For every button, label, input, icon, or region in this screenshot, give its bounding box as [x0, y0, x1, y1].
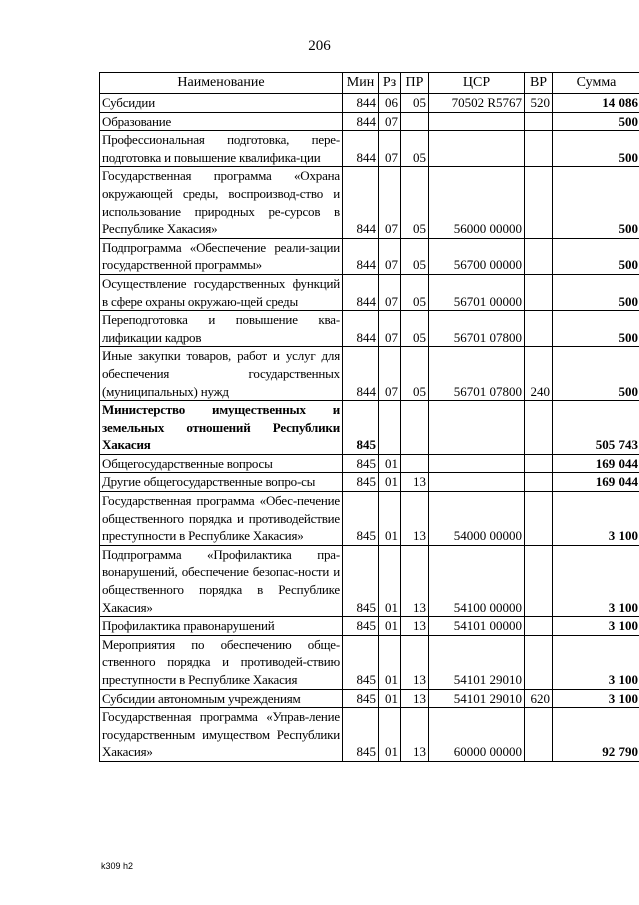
table-row [100, 167, 639, 238]
header-min: Мин [343, 73, 379, 94]
cell-rz: 01 [379, 473, 401, 492]
cell-csr: 54101 29010 [429, 635, 525, 689]
cell-vr [525, 545, 553, 616]
cell-vr [525, 274, 553, 310]
cell-sum: 500 [553, 112, 639, 131]
cell-min: 845 [343, 617, 379, 636]
cell-min: 844 [343, 94, 379, 113]
table-row [100, 617, 639, 636]
table-row [100, 112, 639, 131]
cell-sum: 3 100 [553, 492, 639, 546]
cell-min: 844 [343, 311, 379, 347]
cell-pr: 13 [401, 492, 429, 546]
cell-name: Государственная программа «Обес-печение общественного порядка и противодействие преступности в Республике Хакасия» [100, 492, 343, 546]
cell-pr: 13 [401, 708, 429, 762]
cell-rz: 01 [379, 492, 401, 546]
cell-pr [401, 112, 429, 131]
cell-rz: 01 [379, 708, 401, 762]
cell-name: Мероприятия по обеспечению обще-ственного порядка и противодей-ствию преступности в Республике Хакасия [100, 635, 343, 689]
cell-csr [429, 131, 525, 167]
cell-sum: 169 044 [553, 454, 639, 473]
cell-min: 844 [343, 131, 379, 167]
cell-min: 845 [343, 473, 379, 492]
cell-sum: 14 086 [553, 94, 639, 113]
cell-csr: 54100 00000 [429, 545, 525, 616]
cell-min: 844 [343, 238, 379, 274]
cell-rz: 01 [379, 545, 401, 616]
cell-csr: 54101 00000 [429, 617, 525, 636]
cell-vr [525, 635, 553, 689]
table-row [100, 347, 639, 401]
cell-name: Образование [100, 112, 343, 131]
cell-name: Профессиональная подготовка, пере-подготовка и повышение квалифика-ции [100, 131, 343, 167]
cell-pr: 13 [401, 635, 429, 689]
cell-csr: 56701 07800 [429, 311, 525, 347]
header-pr: ПР [401, 73, 429, 94]
cell-name: Субсидии [100, 94, 343, 113]
footer-code: k309 h2 [101, 861, 134, 871]
cell-name: Иные закупки товаров, работ и услуг для обеспечения государственных (муниципальных) нужд [100, 347, 343, 401]
cell-csr: 56000 00000 [429, 167, 525, 238]
cell-min: 844 [343, 112, 379, 131]
cell-vr [525, 167, 553, 238]
cell-rz: 07 [379, 131, 401, 167]
table-row [100, 238, 639, 274]
cell-vr [525, 617, 553, 636]
cell-sum: 500 [553, 131, 639, 167]
header-sum: Сумма [553, 73, 639, 94]
table-row [100, 689, 639, 708]
table-row [100, 311, 639, 347]
cell-csr [429, 454, 525, 473]
cell-name: Подпрограмма «Обеспечение реали-зации государственной программы» [100, 238, 343, 274]
cell-vr [525, 401, 553, 455]
cell-sum: 500 [553, 311, 639, 347]
header-rz: Рз [379, 73, 401, 94]
cell-name: Субсидии автономным учреждениям [100, 689, 343, 708]
cell-rz: 07 [379, 274, 401, 310]
cell-rz: 06 [379, 94, 401, 113]
cell-name: Подпрограмма «Профилактика пра-вонарушений, обеспечение безопас-ности и общественного порядка в Республике Хакасия» [100, 545, 343, 616]
cell-csr: 54101 29010 [429, 689, 525, 708]
table-row [100, 545, 639, 616]
cell-vr [525, 708, 553, 762]
cell-name: Осуществление государственных функций в сфере охраны окружаю-щей среды [100, 274, 343, 310]
cell-rz: 01 [379, 454, 401, 473]
cell-pr: 05 [401, 131, 429, 167]
cell-rz [379, 401, 401, 455]
cell-rz: 07 [379, 347, 401, 401]
cell-csr: 56701 00000 [429, 274, 525, 310]
page-number: 206 [308, 38, 331, 54]
table-row [100, 131, 639, 167]
cell-pr: 05 [401, 167, 429, 238]
header-csr: ЦСР [429, 73, 525, 94]
cell-pr: 05 [401, 94, 429, 113]
cell-vr [525, 311, 553, 347]
cell-csr: 56700 00000 [429, 238, 525, 274]
cell-min: 844 [343, 347, 379, 401]
cell-min: 845 [343, 708, 379, 762]
cell-rz: 01 [379, 617, 401, 636]
cell-sum: 3 100 [553, 545, 639, 616]
cell-sum: 3 100 [553, 617, 639, 636]
cell-min: 845 [343, 545, 379, 616]
table-row [100, 94, 639, 113]
table-header-row [100, 73, 639, 94]
cell-vr [525, 238, 553, 274]
cell-rz: 07 [379, 311, 401, 347]
cell-pr: 05 [401, 347, 429, 401]
cell-sum: 500 [553, 347, 639, 401]
cell-min: 845 [343, 454, 379, 473]
cell-vr: 520 [525, 94, 553, 113]
cell-rz: 01 [379, 689, 401, 708]
cell-vr [525, 454, 553, 473]
table-row [100, 635, 639, 689]
cell-name: Другие общегосударственные вопро-сы [100, 473, 343, 492]
header-name: Наименование [100, 73, 343, 94]
cell-pr: 05 [401, 238, 429, 274]
cell-name: Министерство имущественных и земельных отношений Республики Хакасия [100, 401, 343, 455]
cell-min: 844 [343, 274, 379, 310]
cell-min: 844 [343, 167, 379, 238]
table-row [100, 274, 639, 310]
cell-csr [429, 112, 525, 131]
cell-rz: 07 [379, 112, 401, 131]
cell-rz: 01 [379, 635, 401, 689]
cell-name: Общегосударственные вопросы [100, 454, 343, 473]
cell-name: Государственная программа «Охрана окружающей среды, воспроизвод-ство и использование природных ре-сурсов в Республике Хакасия» [100, 167, 343, 238]
cell-sum: 3 100 [553, 689, 639, 708]
cell-pr: 05 [401, 274, 429, 310]
budget-table [99, 72, 639, 762]
cell-name: Государственная программа «Управ-ление государственным имуществом Республики Хакасия» [100, 708, 343, 762]
cell-sum: 505 743 [553, 401, 639, 455]
cell-sum: 169 044 [553, 473, 639, 492]
cell-name: Профилактика правонарушений [100, 617, 343, 636]
cell-vr: 620 [525, 689, 553, 708]
cell-rz: 07 [379, 238, 401, 274]
table-row [100, 492, 639, 546]
cell-min: 845 [343, 401, 379, 455]
cell-csr [429, 473, 525, 492]
cell-sum: 92 790 [553, 708, 639, 762]
cell-pr: 05 [401, 311, 429, 347]
cell-sum: 500 [553, 238, 639, 274]
table-row [100, 454, 639, 473]
cell-vr [525, 112, 553, 131]
cell-pr: 13 [401, 545, 429, 616]
cell-min: 845 [343, 689, 379, 708]
table-row [100, 473, 639, 492]
cell-name: Переподготовка и повышение ква-лификации кадров [100, 311, 343, 347]
cell-vr: 240 [525, 347, 553, 401]
cell-sum: 500 [553, 167, 639, 238]
table-body [100, 94, 639, 762]
cell-pr [401, 454, 429, 473]
cell-vr [525, 473, 553, 492]
cell-rz: 07 [379, 167, 401, 238]
header-vr: ВР [525, 73, 553, 94]
cell-csr: 56701 07800 [429, 347, 525, 401]
cell-sum: 3 100 [553, 635, 639, 689]
cell-vr [525, 492, 553, 546]
cell-csr: 60000 00000 [429, 708, 525, 762]
cell-vr [525, 131, 553, 167]
cell-csr [429, 401, 525, 455]
table-row [100, 708, 639, 762]
cell-pr: 13 [401, 617, 429, 636]
cell-csr: 54000 00000 [429, 492, 525, 546]
cell-sum: 500 [553, 274, 639, 310]
cell-pr: 13 [401, 473, 429, 492]
cell-pr: 13 [401, 689, 429, 708]
cell-min: 845 [343, 635, 379, 689]
cell-min: 845 [343, 492, 379, 546]
cell-pr [401, 401, 429, 455]
table-row [100, 401, 639, 455]
cell-csr: 70502 R5767 [429, 94, 525, 113]
